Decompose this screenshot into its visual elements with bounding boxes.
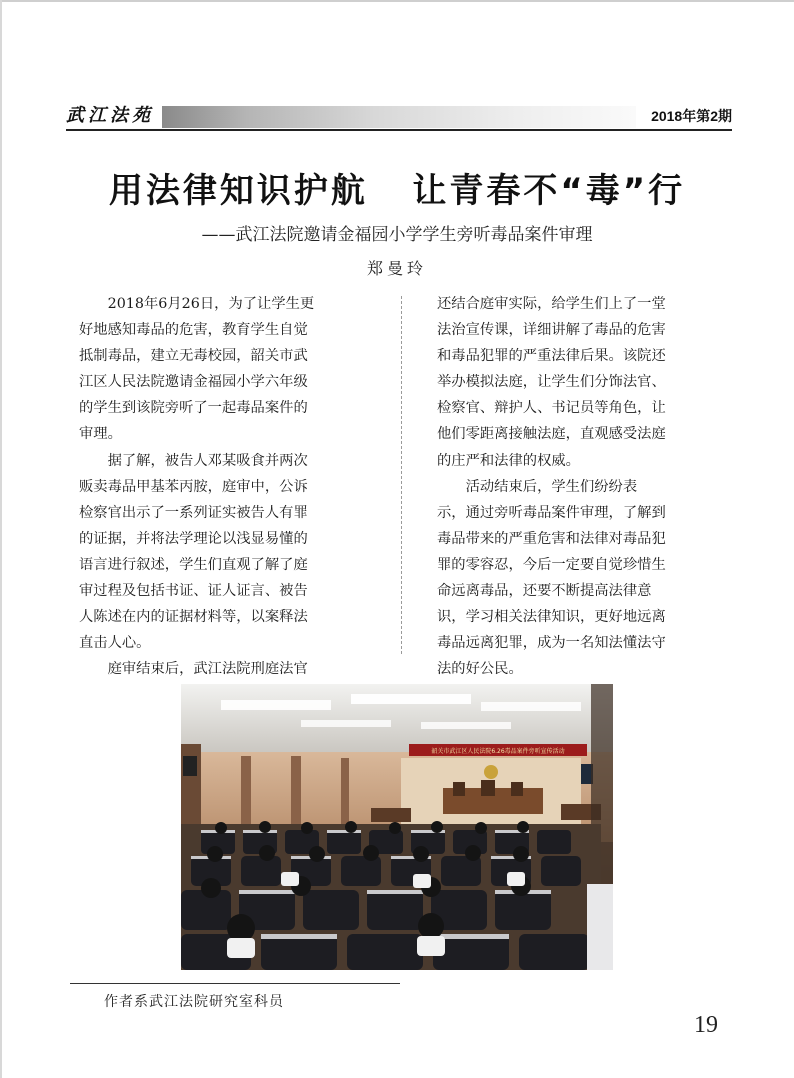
article-title: 用法律知识护航 让青春不“毒”行 — [108, 171, 686, 211]
text-line: 庭审结束后，武江法院刑庭法官 — [107, 661, 308, 678]
text-line: 活动结束后，学生们纷纷表 — [465, 478, 638, 495]
text-line: 毒品带来的严重危害和法律对毒品犯 — [437, 530, 666, 547]
article-author: 郑曼玲 — [366, 259, 427, 278]
page-number: 19 — [694, 1012, 718, 1038]
text-line: 识，学习相关法律知识，更好地远离 — [437, 609, 666, 626]
paragraph — [437, 474, 720, 683]
header-gradient-band — [162, 106, 636, 128]
text-line: 语言进行叙述，学生们直观了解了庭 — [79, 556, 308, 573]
text-line: 贩卖毒品甲基苯丙胺，庭审中，公诉 — [79, 478, 308, 495]
running-header — [66, 103, 732, 129]
text-line: 示，通过旁听毒品案件审理，了解到 — [437, 504, 666, 521]
magazine-name: 武江法苑 — [66, 105, 154, 126]
text-line: 据了解，被告人邓某吸食并两次 — [107, 452, 308, 469]
text-line: 罪的零容忍，今后一定要自觉珍惜生 — [437, 556, 666, 573]
text-line: 的学生到该院旁听了一起毒品案件的 — [79, 400, 308, 417]
text-line: 举办模拟法庭，让学生们分饰法官、 — [437, 374, 666, 391]
issue-number: 2018年第2期 — [651, 108, 732, 124]
text-line: 法的好公民。 — [437, 661, 523, 678]
text-line: 还结合庭审实际，给学生们上了一堂 — [437, 296, 666, 312]
courtroom-photo — [181, 684, 613, 970]
column-divider — [401, 296, 402, 654]
text-line: 好地感知毒品的危害，教育学生自觉 — [79, 322, 308, 339]
text-line: 审理。 — [79, 426, 122, 443]
footnote-rule — [70, 983, 400, 984]
text-line: 法治宣传课，详细讲解了毒品的危害 — [437, 322, 666, 339]
header-rule — [66, 129, 732, 131]
text-line: 的证据，并将法学理论以浅显易懂的 — [79, 530, 308, 547]
author-footnote: 作者系武江法院研究室科员 — [104, 994, 284, 1010]
text-line: 直击人心。 — [79, 635, 151, 652]
text-line: 检察官出示了一系列证实被告人有罪 — [79, 504, 308, 521]
court-banner-text: 韶关市武江区人民法院6.26毒品案件旁听宣传活动 — [431, 748, 565, 755]
text-line: 人陈述在内的证据材料等，以案释法 — [79, 609, 308, 626]
body-column-right — [437, 291, 720, 682]
text-line: 审过程及包括书证、证人证言、被告 — [79, 583, 308, 600]
paragraph — [79, 656, 362, 682]
body-column-left — [79, 291, 362, 682]
text-line: 和毒品犯罪的严重法律后果。该院还 — [437, 348, 666, 365]
text-line: 检察官、辩护人、书记员等角色，让 — [437, 400, 666, 417]
page-frame-top — [0, 0, 794, 2]
text-line: 命远离毒品，还要不断提高法律意 — [437, 583, 652, 600]
text-line: 抵制毒品，建立无毒校园，韶关市武 — [79, 348, 308, 365]
text-line: 他们零距离接触法庭，直观感受法庭 — [437, 426, 666, 443]
text-line: 江区人民法院邀请金福园小学六年级 — [79, 374, 308, 391]
paragraph — [437, 291, 720, 474]
page-frame-left — [0, 0, 2, 1078]
paragraph — [79, 448, 362, 657]
text-line: 的庄严和法律的权威。 — [437, 452, 580, 469]
text-line: 2018年6月26日，为了让学生更 — [107, 296, 315, 312]
article-subtitle: ——武江法院邀请金福园小学学生旁听毒品案件审理 — [201, 225, 593, 245]
paragraph — [79, 291, 362, 448]
text-line: 毒品远离犯罪，成为一名知法懂法守 — [437, 635, 666, 652]
